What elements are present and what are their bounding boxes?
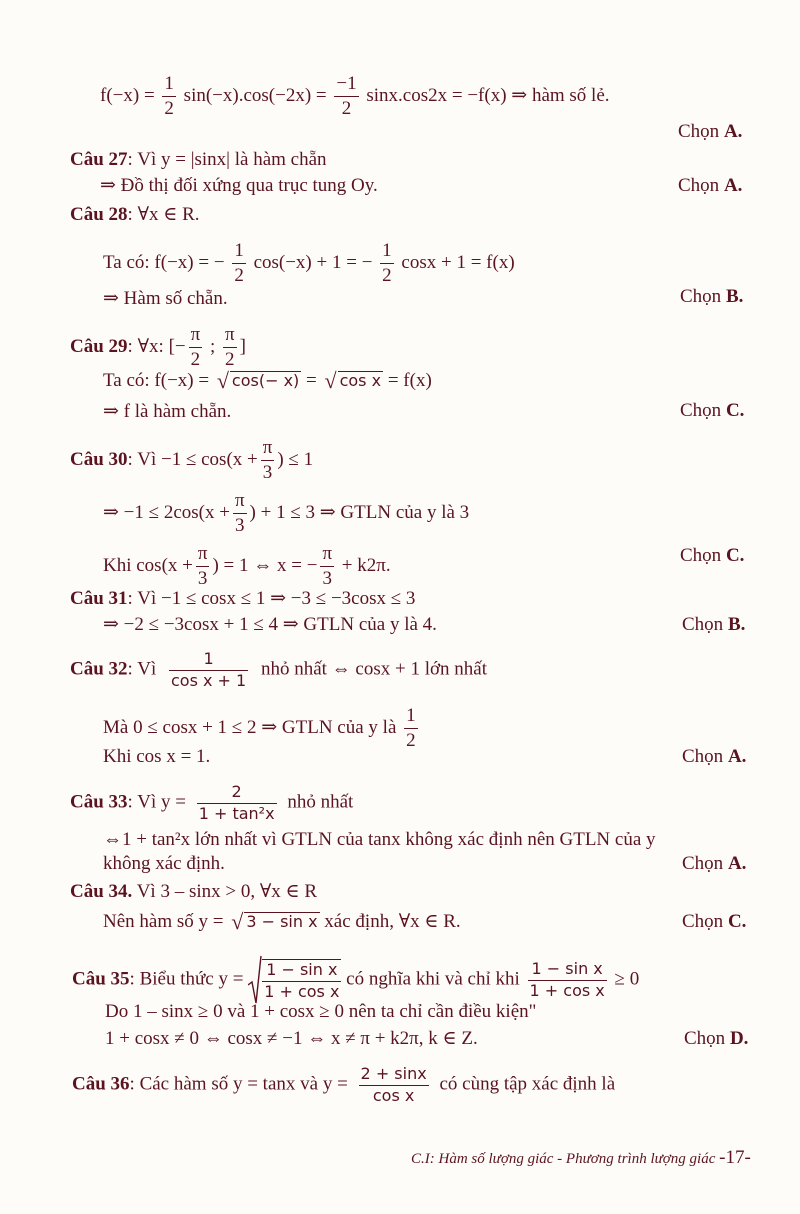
line-text: ⇔1 + tan²x lớn nhất vì GTLN của tanx không xác định nên GTLN của y [103,829,656,850]
sqrt-icon [248,955,262,1005]
fraction: $\frac{1}{2}$ [234,240,244,286]
question-36: Câu 36: Các hàm số y = tanx và y = $\frac{2 + \sin x}{\text{cos x}}$ có cùng tập xác định là [72,1064,616,1105]
question-number: Câu 32 [70,658,128,680]
question-30: Câu 30: Vì −1 ≤ cos(x + $\frac{\pi}{3}$ ) ≤ 1 [70,437,314,483]
line-text: 1 + cosx ≠ 0 ⇔ cosx ≠ −1 ⇔ x ≠ π + k2π, k ∈ Z. [105,1028,478,1049]
answer-label: Chọn C. [680,545,745,566]
line-formula: Khi cos(x + $\frac{\pi}{3}$ ) = 1 ⇔ x = − $\frac{\pi}{3}$ + k2π. [103,543,391,589]
answer-label: Chọn A. [682,746,747,767]
text: sinx.cos2x = −f(x) ⇒ hàm số lẻ. [366,84,610,106]
question-number: Câu 27 [70,149,128,170]
question-31: Câu 31: Vì −1 ≤ cosx ≤ 1 ⇒ −3 ≤ −3cosx ≤ 3 [70,588,416,609]
fraction: $\frac{\text{1 − sin x}}{\text{1 + cos x}}$ [529,958,605,1000]
sqrt-icon: √ [231,909,244,934]
line-text: không xác định. [103,853,225,874]
question-number: Câu 33 [70,791,128,813]
fraction: $\frac{\text{1 − sin x}}{\text{1 + cos x}}$ [264,960,340,1001]
line-formula: Ta có: f(−x) = √ cos(− x) = √ cos x = f(x) [103,368,432,393]
question-number: Câu 30 [70,448,128,470]
line-formula: ⇒ −1 ≤ 2cos(x + $\frac{\pi}{3}$ ) + 1 ≤ 3 ⇒ GTLN của y là 3 [103,490,470,536]
question-number: Câu 34. [70,881,133,902]
fraction: $\frac{-1}{2}$ [336,73,357,119]
fraction: $\frac{1}{2}$ [406,705,416,751]
answer-label: Chọn C. [682,911,747,932]
sqrt-icon: √ [216,368,229,393]
answer-label: Chọn A. [678,175,743,196]
fraction: $\frac{2}{\text{1 + tan²x}}$ [198,782,275,823]
fraction: $\frac{\pi}{3}$ [197,543,208,589]
line-text: ⇒ −2 ≤ −3cosx + 1 ≤ 4 ⇒ GTLN của y là 4. [103,614,437,635]
question-35: Câu 35: Biểu thức y = $\frac{\text{1 − sin x}}{\text{1 + cos x}}$ có nghĩa khi và chỉ khi $\frac{\text{1 − sin x}}{\text{1 + cos x}}$ ≥ 0 [72,955,639,1005]
fraction: $\frac{2 + \sin x}{\text{cos x}}$ [360,1064,427,1105]
line-text: ⇒ f là hàm chẵn. [103,401,232,422]
fraction: $\frac{1}{2}$ [164,73,174,119]
fraction: $\frac{1}{\text{cos x + 1}}$ [170,649,247,690]
question-33: Câu 33: Vì y = $\frac{2}{\text{1 + tan²x}}$ nhỏ nhất [70,782,354,823]
question-number: Câu 29 [70,335,128,357]
question-29: Câu 29: ∀x: [− $\frac{\pi}{2}$ ; $\frac{\pi}{2}$ ] [70,324,246,370]
answer-label: Chọn B. [680,286,744,307]
fraction: $\frac{\pi}{2}$ [190,324,201,370]
question-number: Câu 36 [72,1073,130,1095]
line-text: ⇒ Đồ thị đối xứng qua trục tung Oy. [100,175,378,196]
answer-label: Chọn C. [680,400,745,421]
question-32: Câu 32: Vì $\frac{1}{\text{cos x + 1}}$ nhỏ nhất ⇔ cosx + 1 lớn nhất [70,649,488,690]
fraction: $\frac{\pi}{2}$ [225,324,235,370]
fraction: $\frac{1}{2}$ [382,240,392,286]
page-footer [411,1146,751,1171]
question-28: Câu 28: ∀x ∈ R. [70,204,200,225]
fraction: $\frac{\pi}{3}$ [262,437,273,483]
line-formula: Nên hàm số y = √ 3 − sin x xác định, ∀x ∈ R. [103,909,461,934]
question-number: Câu 35 [72,968,130,990]
answer-label: Chọn A. [678,121,743,142]
question-number: Câu 28 [70,204,128,225]
answer-label: Chọn B. [682,614,746,635]
question-27: Câu 27: Vì y = |sinx| là hàm chẵn [70,149,327,170]
text: f(−x) = [100,84,155,106]
line-odd-function [100,74,610,119]
question-number: Câu 31 [70,588,128,609]
text: sin(−x).cos(−2x) = [183,84,327,106]
page-number: -17- [719,1147,751,1168]
question-34: Câu 34. Vì 3 – sinx > 0, ∀x ∈ R [70,881,318,902]
line-formula: Mà 0 ≤ cosx + 1 ≤ 2 ⇒ GTLN của y là $\frac{1}{2}$ [103,705,416,751]
answer-label: Chọn D. [684,1028,749,1049]
fraction: $\frac{\pi}{3}$ [234,490,245,536]
answer-label: Chọn A. [682,853,747,874]
sqrt-icon: √ [324,368,337,393]
line-text: Do 1 – sinx ≥ 0 và 1 + cosx ≥ 0 nên ta chỉ cần điều kiện" [105,1001,537,1022]
line-text: Khi cos x = 1. [103,746,211,767]
fraction: $\frac{\pi}{3}$ [322,543,333,589]
footer-chapter: C.I: Hàm số lượng giác - Phương trình lượng giác [411,1151,716,1167]
line-text: ⇒ Hàm số chẵn. [103,288,228,309]
line-formula: Ta có: f(−x) = − $\frac{1}{2}$ cos(−x) + 1 = − $\frac{1}{2}$ cosx + 1 = f(x) [103,240,515,286]
big-sqrt [248,955,341,1005]
